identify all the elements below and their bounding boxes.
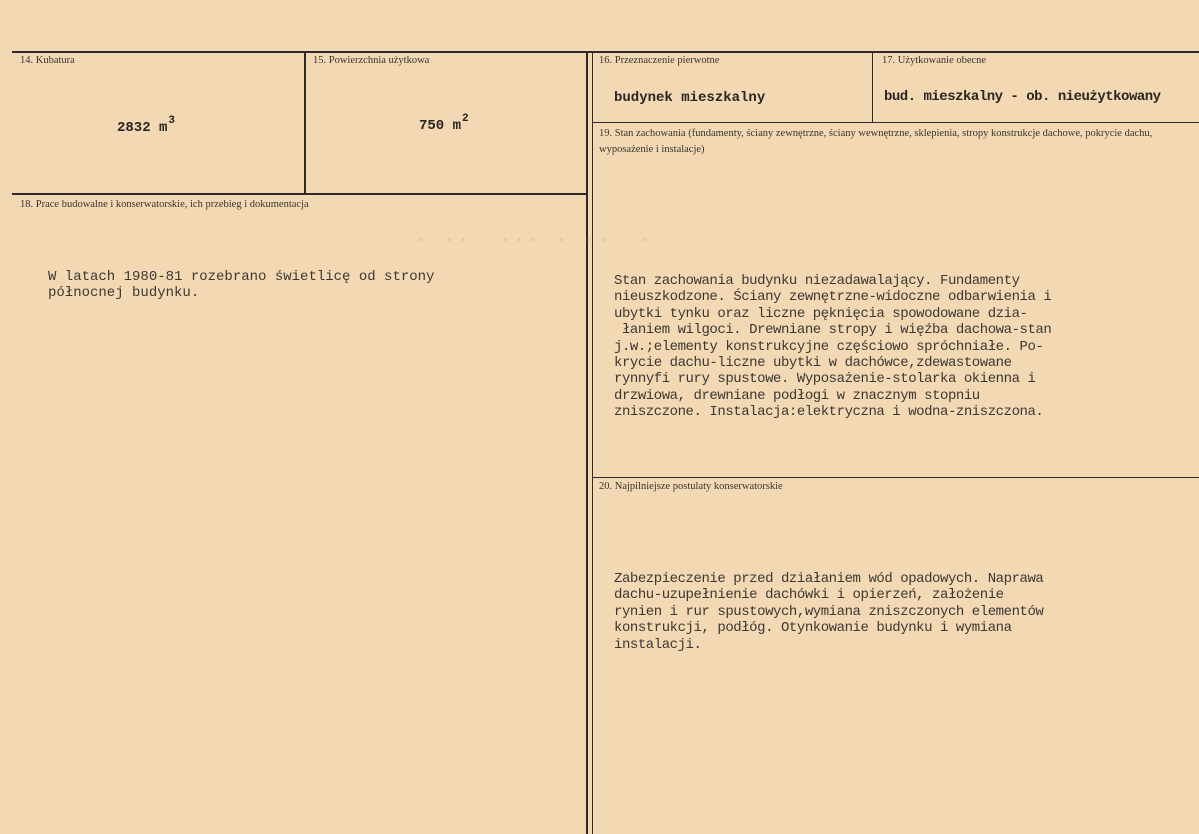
postulaty-label: 20. Najpilniejsze postulaty konserwatorskie xyxy=(599,481,783,492)
powierzchnia-label: 15. Powierzchnia użytkowa xyxy=(313,55,430,66)
kubatura-number: 2832 m xyxy=(117,120,168,136)
left-column-divider xyxy=(586,53,588,834)
stan-label: 19. Stan zachowania (fundamenty, ściany zewnętrzne, ściany wewnętrzne, sklepienia, stropy konstrukcje dachowe, pokrycie dachu, wyposażenie i instalacje) xyxy=(599,128,1153,155)
section-20-top-line xyxy=(592,477,1199,478)
faint-bleed-through-mark: ▪ ▫ ▪ ▪ ▫ ▫ ▪ ▪ ▪ ▫ ▪ ▫ ▪ ▪ ▫ ▫ ▪ xyxy=(418,236,650,247)
section-18-top-line xyxy=(12,193,587,195)
inner-right-divider xyxy=(592,53,593,834)
postulaty-text: Zabezpieczenie przed działaniem wód opadowych. Naprawa dachu-uzupełnienie dachówki i opierzeń, założenie rynien i rur spustowych,wymiana zniszczonych elementów konstrukcji, podłóg. Otynkowanie budynku i wymiana instalacji. xyxy=(614,571,1044,653)
powierzchnia-value xyxy=(419,113,469,134)
kubatura-label: 14. Kubatura xyxy=(20,55,75,66)
stan-text: Stan zachowania budynku niezadawalający. Fundamenty nieuszkodzone. Ściany zewnętrzne-widoczne odbarwienia i ubytki tynku oraz liczne pęknięcia spowodowane dzia- łaniem wilgoci. Drewniane stropy i więźba dachowa-stan j.w.;elementy konstrukcyjne częściowo spróchniałe. Po- krycie dachu-liczne ubytki w dachówce,zdewastowane rynnyfi rury spustowe. Wyposażenie-stolarka okienna i drzwiowa, drewniane podłogi w znacznym stopniu zniszczone. Instalacja:elektryczna i wodna-zniszczona. xyxy=(614,273,1052,421)
kubatura-divider xyxy=(304,53,306,194)
przeznaczenie-label: 16. Przeznaczenie pierwotne xyxy=(599,55,720,66)
prace-text: W latach 1980-81 rozebrano świetlicę od strony północnej budynku. xyxy=(48,269,435,302)
kubatura-value xyxy=(117,115,175,136)
field-17-divider xyxy=(872,53,873,123)
prace-label: 18. Prace budowalne i konserwatorskie, ich przebieg i dokumentacja xyxy=(20,199,309,210)
section-19-top-line xyxy=(592,122,1199,123)
uzytkowanie-value: bud. mieszkalny - ob. nieużytkowany xyxy=(884,89,1161,105)
top-border-line xyxy=(12,51,1199,53)
przeznaczenie-value: budynek mieszkalny xyxy=(614,90,766,106)
powierzchnia-number: 750 m xyxy=(419,118,462,134)
powierzchnia-exponent: 2 xyxy=(462,113,469,125)
kubatura-exponent: 3 xyxy=(168,115,176,127)
uzytkowanie-label: 17. Użytkowanie obecne xyxy=(882,55,987,66)
